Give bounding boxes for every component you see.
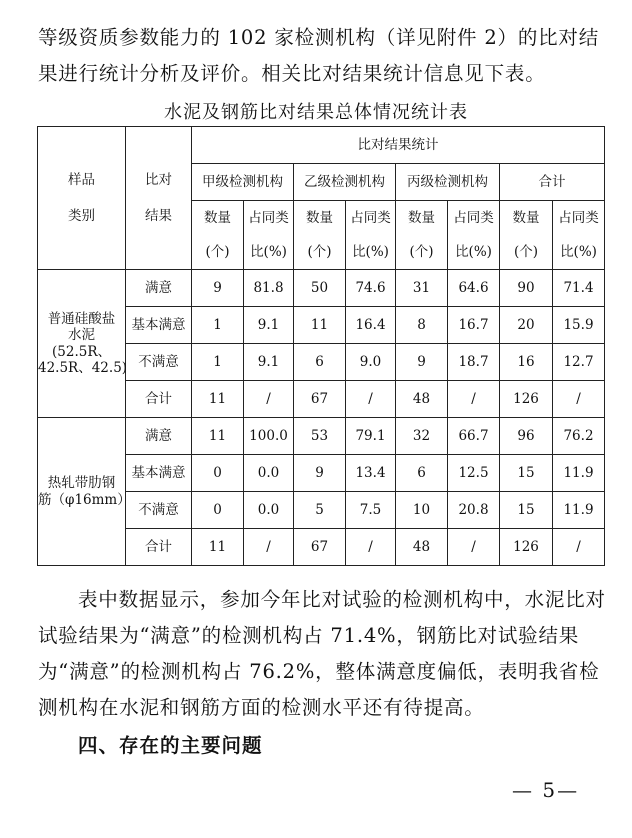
category-line: 热轧带肋钢 bbox=[47, 475, 116, 492]
cell: / bbox=[448, 381, 500, 418]
header-count-unit: (个) bbox=[396, 235, 448, 270]
cell: 1 bbox=[192, 307, 244, 344]
cell: 20 bbox=[500, 307, 553, 344]
category-line: (52.5R、 bbox=[52, 343, 111, 360]
category-rebar bbox=[38, 418, 131, 566]
intro-paragraph: 等级资质参数能力的 102 家检测机构（详见附件 2）的比对结果进行统计分析及评价。相关比对结果统计信息见下表。 bbox=[38, 26, 600, 85]
cell: / bbox=[553, 381, 605, 418]
header-ratio-unit: 比(%) bbox=[553, 235, 605, 270]
cell: 0 bbox=[192, 455, 244, 492]
cell: 12.5 bbox=[448, 455, 500, 492]
cell: 53 bbox=[294, 418, 346, 455]
cell: 67 bbox=[294, 381, 346, 418]
header-result-line1: 比对 bbox=[145, 171, 172, 188]
cell: 126 bbox=[500, 381, 553, 418]
cell: 8 bbox=[396, 307, 448, 344]
cell: 16.7 bbox=[448, 307, 500, 344]
result-label: 不满意 bbox=[126, 492, 192, 529]
cell: / bbox=[244, 529, 294, 566]
cell: 76.2 bbox=[553, 418, 605, 455]
result-label: 基本满意 bbox=[126, 307, 192, 344]
cell: 11 bbox=[192, 381, 244, 418]
result-label: 合计 bbox=[126, 529, 192, 566]
cell: 5 bbox=[294, 492, 346, 529]
cell: 18.7 bbox=[448, 344, 500, 381]
cell: / bbox=[553, 529, 605, 566]
page-number: — 5— bbox=[512, 778, 580, 802]
header-count: 数量 bbox=[294, 201, 346, 236]
header-count-unit: (个) bbox=[500, 235, 553, 270]
cell: 9 bbox=[192, 270, 244, 307]
cell: 1 bbox=[192, 344, 244, 381]
header-category bbox=[38, 127, 126, 270]
cell: 15 bbox=[500, 455, 553, 492]
cell: 15.9 bbox=[553, 307, 605, 344]
cell: 100.0 bbox=[244, 418, 294, 455]
category-line: 筋（φ16mm） bbox=[38, 491, 131, 508]
header-ratio: 占同类 bbox=[244, 201, 294, 236]
cell: 6 bbox=[294, 344, 346, 381]
cell: / bbox=[448, 529, 500, 566]
header-ratio: 占同类 bbox=[346, 201, 396, 236]
header-count: 数量 bbox=[500, 201, 553, 236]
category-line: 普通硅酸盐 bbox=[47, 311, 116, 328]
result-label: 合计 bbox=[126, 381, 192, 418]
cell: 9.1 bbox=[244, 307, 294, 344]
cell: 48 bbox=[396, 381, 448, 418]
cell: / bbox=[346, 529, 396, 566]
cell: 90 bbox=[500, 270, 553, 307]
cell: 16.4 bbox=[346, 307, 396, 344]
header-category-line2: 类别 bbox=[68, 208, 95, 224]
cell: 71.4 bbox=[553, 270, 605, 307]
cell: 0.0 bbox=[244, 455, 294, 492]
cell: 96 bbox=[500, 418, 553, 455]
result-label: 满意 bbox=[126, 270, 192, 307]
cell: 64.6 bbox=[448, 270, 500, 307]
cell: 20.8 bbox=[448, 492, 500, 529]
category-line: 水泥 bbox=[68, 327, 95, 344]
header-ratio: 占同类 bbox=[553, 201, 605, 236]
cell: 11.9 bbox=[553, 492, 605, 529]
cell: 66.7 bbox=[448, 418, 500, 455]
cell: 11 bbox=[192, 418, 244, 455]
header-category-line1: 样品 bbox=[68, 171, 95, 188]
cell: 10 bbox=[396, 492, 448, 529]
cell: 81.8 bbox=[244, 270, 294, 307]
cell: 67 bbox=[294, 529, 346, 566]
header-stats: 比对结果统计 bbox=[192, 127, 605, 164]
cell: 9.0 bbox=[346, 344, 396, 381]
header-ratio-unit: 比(%) bbox=[448, 235, 500, 270]
cell: 50 bbox=[294, 270, 346, 307]
cell: 13.4 bbox=[346, 455, 396, 492]
result-label: 不满意 bbox=[126, 344, 192, 381]
cell: 9 bbox=[396, 344, 448, 381]
header-count-unit: (个) bbox=[192, 235, 244, 270]
header-ratio-unit: 比(%) bbox=[346, 235, 396, 270]
cell: 11 bbox=[294, 307, 346, 344]
header-ratio-unit: 比(%) bbox=[244, 235, 294, 270]
cell: / bbox=[244, 381, 294, 418]
cell: 79.1 bbox=[346, 418, 396, 455]
cell: 126 bbox=[500, 529, 553, 566]
cell: 0 bbox=[192, 492, 244, 529]
header-result-line2: 结果 bbox=[145, 208, 172, 224]
table-title: 水泥及钢筋比对结果总体情况统计表 bbox=[164, 102, 468, 123]
header-group-total: 合计 bbox=[500, 164, 605, 201]
header-group-b: 乙级检测机构 bbox=[294, 164, 396, 201]
cell: 15 bbox=[500, 492, 553, 529]
cell: 9.1 bbox=[244, 344, 294, 381]
cell: 0.0 bbox=[244, 492, 294, 529]
cell: 31 bbox=[396, 270, 448, 307]
section-heading: 四、存在的主要问题 bbox=[78, 734, 263, 757]
header-count: 数量 bbox=[396, 201, 448, 236]
statistics-table bbox=[37, 126, 605, 566]
cell: 74.6 bbox=[346, 270, 396, 307]
cell: 12.7 bbox=[553, 344, 605, 381]
category-line: 42.5R、42.5) bbox=[38, 359, 128, 376]
cell: 32 bbox=[396, 418, 448, 455]
cell: 16 bbox=[500, 344, 553, 381]
header-group-c: 丙级检测机构 bbox=[396, 164, 500, 201]
header-group-a: 甲级检测机构 bbox=[192, 164, 294, 201]
cell: 6 bbox=[396, 455, 448, 492]
result-label: 满意 bbox=[126, 418, 192, 455]
header-count-unit: (个) bbox=[294, 235, 346, 270]
result-label: 基本满意 bbox=[126, 455, 192, 492]
cell: / bbox=[346, 381, 396, 418]
header-ratio: 占同类 bbox=[448, 201, 500, 236]
cell: 48 bbox=[396, 529, 448, 566]
header-count: 数量 bbox=[192, 201, 244, 236]
category-cement bbox=[38, 270, 126, 418]
header-result bbox=[126, 127, 192, 270]
cell: 11.9 bbox=[553, 455, 605, 492]
summary-paragraph: 表中数据显示，参加今年比对试验的检测机构中，水泥比对试验结果为“满意”的检测机构占 71.4%，钢筋比对试验结果为“满意”的检测机构占 76.2%，整体满意度偏低，表明我省检测机构在水泥和钢筋方面的检测水平还有待提高。 bbox=[38, 588, 606, 719]
cell: 7.5 bbox=[346, 492, 396, 529]
cell: 9 bbox=[294, 455, 346, 492]
cell: 11 bbox=[192, 529, 244, 566]
